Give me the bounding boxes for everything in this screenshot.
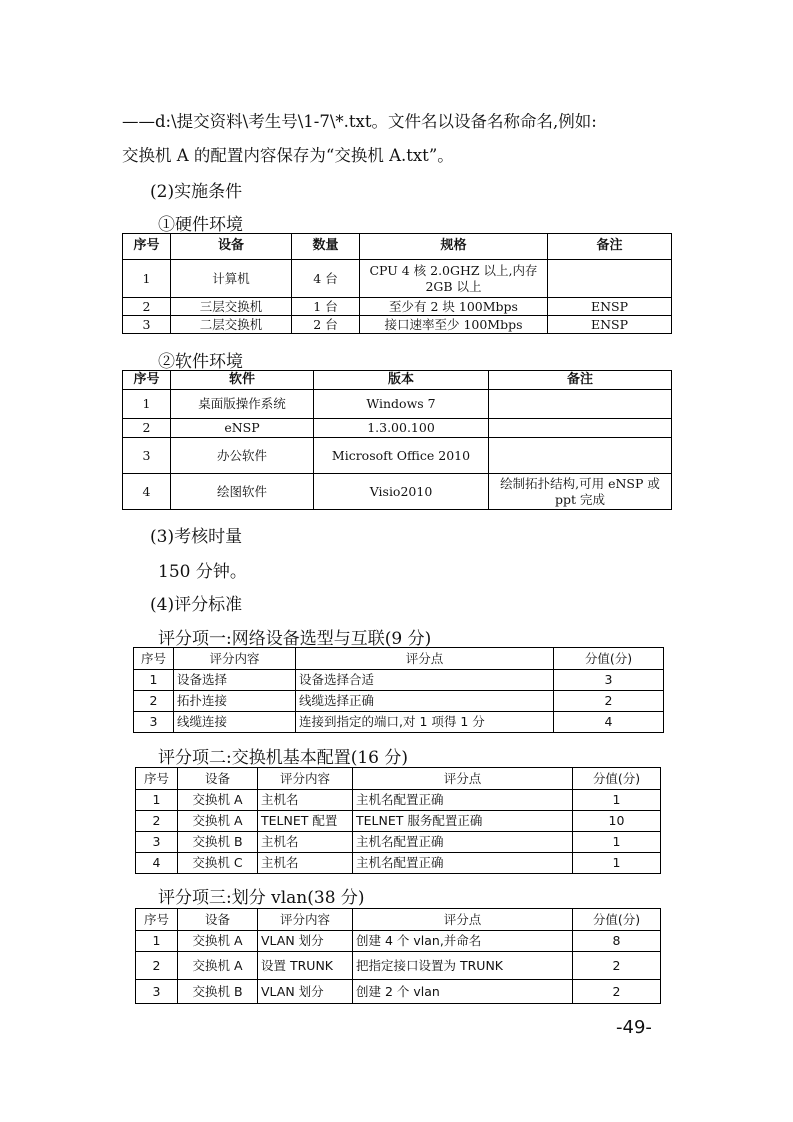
table-cell: 主机名配置正确 xyxy=(353,790,573,811)
table-row xyxy=(136,832,661,853)
table-cell: ENSP xyxy=(548,316,672,334)
table-cell: TELNET 服务配置正确 xyxy=(353,811,573,832)
software-table xyxy=(122,370,672,510)
table-cell xyxy=(489,390,672,419)
header-cell: 序号 xyxy=(123,234,171,260)
table-cell: 1.3.00.100 xyxy=(314,419,489,438)
intro-line-2: 交换机 A 的配置内容保存为“交换机 A.txt”。 xyxy=(122,146,454,165)
header-cell: 版本 xyxy=(314,371,489,390)
table-cell: 线缆选择正确 xyxy=(296,691,554,712)
table-cell: 2 xyxy=(123,419,171,438)
intro-line-1: ——d:\提交资料\考生号\1-7\*.txt。文件名以设备名称命名,例如: xyxy=(122,112,597,131)
table-cell: 10 xyxy=(573,811,661,832)
table-cell: 桌面版操作系统 xyxy=(171,390,314,419)
table-cell: 1 xyxy=(573,832,661,853)
table-cell: 1 台 xyxy=(292,298,360,316)
table-cell xyxy=(489,419,672,438)
table-cell: 把指定接口设置为 TRUNK xyxy=(353,952,573,980)
table-cell: 线缆连接 xyxy=(174,712,296,733)
table-cell: 主机名配置正确 xyxy=(353,853,573,874)
table-cell: 至少有 2 块 100Mbps xyxy=(360,298,548,316)
table-cell: 1 xyxy=(136,931,178,952)
scoring-item-3-title: 评分项三:划分 vlan(38 分) xyxy=(158,888,365,908)
table-cell: 设置 TRUNK xyxy=(258,952,353,980)
table-row xyxy=(123,316,672,334)
table-cell: 3 xyxy=(136,980,178,1004)
table-cell: 2 xyxy=(134,691,174,712)
table-row xyxy=(136,952,661,980)
table-cell: 绘制拓扑结构,可用 eNSP 或 ppt 完成 xyxy=(489,474,672,510)
table-cell: 4 xyxy=(136,853,178,874)
header-cell: 分值(分) xyxy=(573,768,661,790)
table-cell: 1 xyxy=(123,260,171,298)
table-cell: 连接到指定的端口,对 1 项得 1 分 xyxy=(296,712,554,733)
table-cell: ENSP xyxy=(548,298,672,316)
table-header-row xyxy=(136,768,661,790)
scoring-item-3-table xyxy=(135,908,661,1004)
table-cell: 交换机 B xyxy=(178,980,258,1004)
header-cell: 设备 xyxy=(178,909,258,931)
table-header-row xyxy=(134,648,664,670)
table-cell: Visio2010 xyxy=(314,474,489,510)
table-cell: 8 xyxy=(573,931,661,952)
table-cell: VLAN 划分 xyxy=(258,931,353,952)
table-cell: eNSP xyxy=(171,419,314,438)
table-cell: 二层交换机 xyxy=(171,316,292,334)
table-row xyxy=(136,811,661,832)
table-cell: 1 xyxy=(123,390,171,419)
table-cell: Windows 7 xyxy=(314,390,489,419)
header-cell: 评分点 xyxy=(353,909,573,931)
scoring-item-2-table xyxy=(135,767,661,874)
hardware-table xyxy=(122,233,672,334)
duration-value: 150 分钟。 xyxy=(158,562,247,582)
header-cell: 序号 xyxy=(136,909,178,931)
header-cell: 序号 xyxy=(136,768,178,790)
header-cell: 分值(分) xyxy=(554,648,664,670)
table-cell: 4 xyxy=(123,474,171,510)
table-cell: 2 xyxy=(573,952,661,980)
section-heading-conditions: (2)实施条件 xyxy=(150,182,243,202)
table-cell: 交换机 A xyxy=(178,931,258,952)
section-heading-duration: (3)考核时量 xyxy=(150,527,243,547)
header-cell: 备注 xyxy=(489,371,672,390)
table-cell: 三层交换机 xyxy=(171,298,292,316)
software-title: ②软件环境 xyxy=(158,352,243,372)
header-cell: 软件 xyxy=(171,371,314,390)
table-cell: 交换机 B xyxy=(178,832,258,853)
table-row xyxy=(123,260,672,298)
table-cell: 设备选择 xyxy=(174,670,296,691)
table-cell: 2 xyxy=(123,298,171,316)
table-row xyxy=(134,691,664,712)
table-cell: 1 xyxy=(573,790,661,811)
table-cell: 4 xyxy=(554,712,664,733)
table-header-row xyxy=(136,909,661,931)
header-cell: 评分点 xyxy=(353,768,573,790)
header-cell: 备注 xyxy=(548,234,672,260)
table-cell: 拓扑连接 xyxy=(174,691,296,712)
table-cell: 主机名 xyxy=(258,832,353,853)
table-cell: 3 xyxy=(554,670,664,691)
header-cell: 分值(分) xyxy=(573,909,661,931)
table-cell: 3 xyxy=(123,438,171,474)
table-row xyxy=(123,474,672,510)
table-cell: 交换机 C xyxy=(178,853,258,874)
header-cell: 评分内容 xyxy=(174,648,296,670)
table-row xyxy=(134,670,664,691)
table-row xyxy=(136,931,661,952)
hardware-title: ①硬件环境 xyxy=(158,215,243,235)
table-row xyxy=(136,790,661,811)
header-cell: 评分内容 xyxy=(258,768,353,790)
header-cell: 设备 xyxy=(178,768,258,790)
table-cell: 办公软件 xyxy=(171,438,314,474)
table-row xyxy=(123,390,672,419)
header-cell: 序号 xyxy=(134,648,174,670)
scoring-item-1-title: 评分项一:网络设备选型与互联(9 分) xyxy=(158,629,432,649)
table-cell: 2 xyxy=(573,980,661,1004)
table-row xyxy=(136,853,661,874)
header-cell: 数量 xyxy=(292,234,360,260)
table-cell: 3 xyxy=(134,712,174,733)
section-heading-scoring: (4)评分标准 xyxy=(150,595,243,615)
table-cell: 1 xyxy=(134,670,174,691)
table-cell: 1 xyxy=(573,853,661,874)
scoring-item-2-title: 评分项二:交换机基本配置(16 分) xyxy=(158,748,409,768)
table-row xyxy=(123,419,672,438)
table-cell: 接口速率至少 100Mbps xyxy=(360,316,548,334)
table-cell: 4 台 xyxy=(292,260,360,298)
table-row xyxy=(123,438,672,474)
table-cell: 主机名配置正确 xyxy=(353,832,573,853)
table-cell: VLAN 划分 xyxy=(258,980,353,1004)
table-row xyxy=(123,298,672,316)
table-cell: 设备选择合适 xyxy=(296,670,554,691)
table-cell: 创建 2 个 vlan xyxy=(353,980,573,1004)
table-row xyxy=(136,980,661,1004)
table-cell: 主机名 xyxy=(258,853,353,874)
table-header-row xyxy=(123,234,672,260)
table-cell: 2 xyxy=(136,952,178,980)
table-cell: TELNET 配置 xyxy=(258,811,353,832)
table-cell: 交换机 A xyxy=(178,811,258,832)
table-cell: 创建 4 个 vlan,并命名 xyxy=(353,931,573,952)
table-cell xyxy=(548,260,672,298)
table-cell: 计算机 xyxy=(171,260,292,298)
table-row xyxy=(134,712,664,733)
table-cell: 交换机 A xyxy=(178,790,258,811)
header-cell: 规格 xyxy=(360,234,548,260)
scoring-item-1-table xyxy=(133,647,664,733)
header-cell: 评分内容 xyxy=(258,909,353,931)
table-cell: 主机名 xyxy=(258,790,353,811)
table-cell: 2 xyxy=(136,811,178,832)
table-cell: 2 xyxy=(554,691,664,712)
header-cell: 评分点 xyxy=(296,648,554,670)
table-cell: 交换机 A xyxy=(178,952,258,980)
table-cell: 2 台 xyxy=(292,316,360,334)
header-cell: 序号 xyxy=(123,371,171,390)
header-cell: 设备 xyxy=(171,234,292,260)
table-cell xyxy=(489,438,672,474)
table-cell: 1 xyxy=(136,790,178,811)
table-cell: Microsoft Office 2010 xyxy=(314,438,489,474)
table-cell: 绘图软件 xyxy=(171,474,314,510)
table-cell: 3 xyxy=(136,832,178,853)
table-cell: CPU 4 核 2.0GHZ 以上,内存 2GB 以上 xyxy=(360,260,548,298)
page-number: -49- xyxy=(616,1017,652,1038)
table-cell: 3 xyxy=(123,316,171,334)
table-header-row xyxy=(123,371,672,390)
